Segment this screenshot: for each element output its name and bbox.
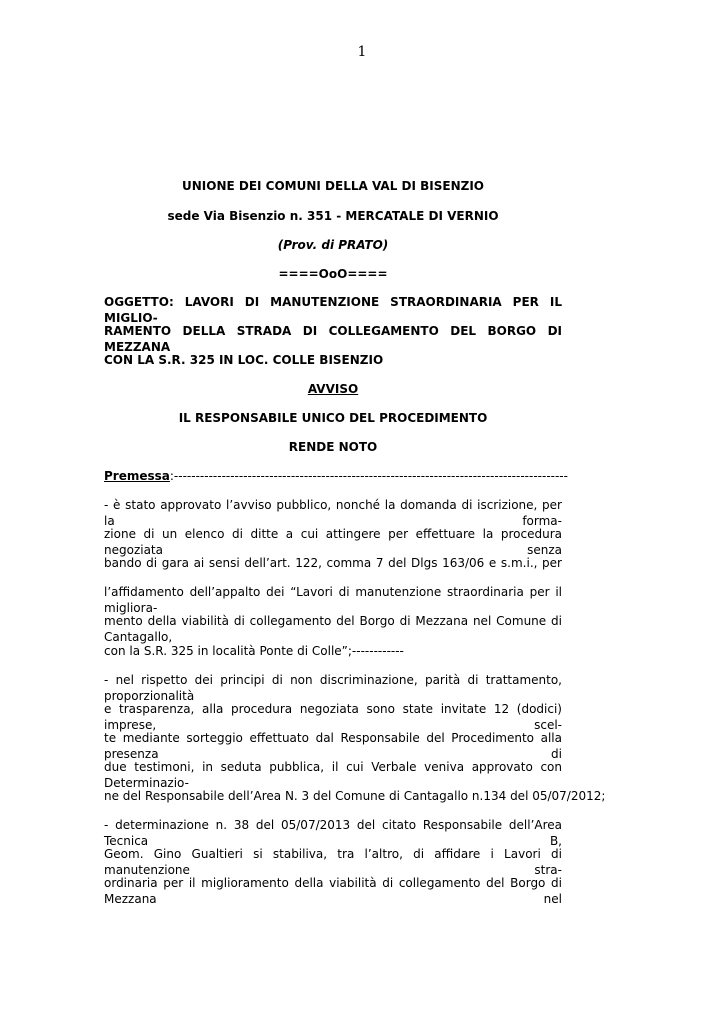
body-line: due testimoni, in seduta pubblica, il cui Verbale veniva approvato con Determinazio- — [104, 760, 562, 790]
body-line: zione di un elenco di ditte a cui attingere per effettuare la procedura negoziata senza — [104, 527, 562, 557]
body-line: te mediante sorteggio effettuato dal Responsabile del Procedimento alla presenza di — [104, 731, 562, 761]
notice-authority: IL RESPONSABILE UNICO DEL PROCEDIMENTO — [178, 411, 488, 425]
premessa-dashes: :------------------------------------------------------------------------------------------- — [169, 469, 568, 483]
subject-line-3: CON LA S.R. 325 IN LOC. COLLE BISENZIO — [104, 353, 384, 367]
subject-line-2: RAMENTO DELLA STRADA DI COLLEGAMENTO DEL BORGO DI MEZZANA — [104, 324, 562, 354]
page-number: 1 — [357, 44, 367, 60]
body-line: - nel rispetto dei principi di non discriminazione, parità di trattamento, proporzionalità — [104, 673, 562, 703]
header-separator: ====OoO==== — [278, 267, 388, 281]
body-line: con la S.R. 325 in località Ponte di Colle”;------------ — [104, 644, 404, 658]
body-line: bando di gara ai sensi dell’art. 122, comma 7 del Dlgs 163/06 e s.m.i., per — [104, 556, 562, 570]
header-province: (Prov. di PRATO) — [277, 238, 389, 252]
notice-title: AVVISO — [307, 382, 359, 396]
body-line: mento della viabilità di collegamento del Borgo di Mezzana nel Comune di Cantagallo, — [104, 614, 562, 644]
notice-announces: RENDE NOTO — [288, 440, 378, 454]
subject-line-1: OGGETTO: LAVORI DI MANUTENZIONE STRAORDINARIA PER IL MIGLIO- — [104, 295, 562, 325]
body-line: - è stato approvato l’avviso pubblico, nonché la domanda di iscrizione, per la forma- — [104, 498, 562, 528]
header-address: sede Via Bisenzio n. 351 - MERCATALE DI VERNIO — [167, 209, 499, 223]
body-line: ne del Responsabile dell’Area N. 3 del Comune di Cantagallo n.134 del 05/07/2012; — [104, 789, 606, 803]
body-line: e trasparenza, alla procedura negoziata sono state invitate 12 (dodici) imprese, scel- — [104, 702, 562, 732]
header-organization: UNIONE DEI COMUNI DELLA VAL DI BISENZIO — [181, 179, 484, 193]
body-line: Geom. Gino Gualtieri si stabiliva, tra l’altro, di affidare i Lavori di manutenzione stra- — [104, 847, 562, 877]
body-line: - determinazione n. 38 del 05/07/2013 del citato Responsabile dell’Area Tecnica B, — [104, 818, 562, 848]
body-line: l’affidamento dell’appalto dei “Lavori di manutenzione straordinaria per il migliora- — [104, 585, 562, 615]
premessa-heading — [104, 468, 568, 484]
premessa-label: Premessa — [104, 469, 170, 483]
body-line: ordinaria per il miglioramento della viabilità di collegamento del Borgo di Mezzana nel — [104, 876, 562, 906]
